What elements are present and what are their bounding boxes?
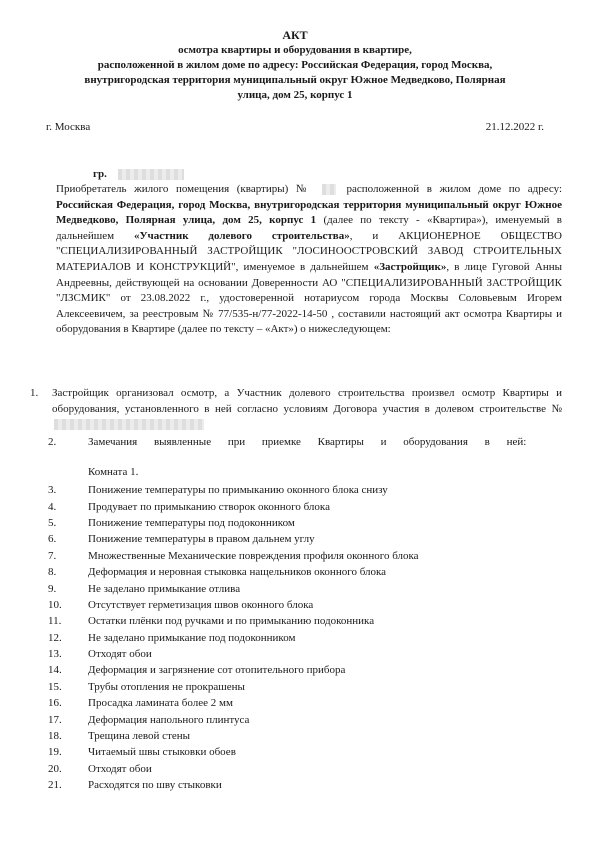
list-item-number: 19. — [48, 746, 62, 759]
list-item-text: Читаемый швы стыковки обоев — [88, 746, 236, 759]
paragraph-number: 1. — [30, 387, 39, 399]
person-line — [93, 168, 184, 180]
list-item — [48, 498, 562, 514]
paragraph-text: Застройщик организовал осмотр, а Участник долевого строительства произвел осмотр Квартиры и оборудования, установленного в ней согласно условиям Договора участия в долевом строительстве № — [52, 387, 562, 415]
document-header — [40, 28, 550, 103]
list-item-number: 11. — [48, 615, 62, 628]
list-item — [48, 564, 562, 580]
intro-text: , и АКЦИОНЕРНОЕ ОБЩЕСТВО "СПЕЦИАЛИЗИРОВАННЫЙ ЗАСТРОЙЩИК "ЛОСИНООСТРОВСКИЙ ЗАВОД СТРОИТЕЛЬНЫХ МАТЕРИАЛОВ И КОНСТРУКЦИЙ", именуемое в дальнейшем — [56, 229, 562, 273]
list-item-number: 8. — [48, 566, 57, 579]
redacted-contract-number — [54, 419, 204, 430]
list-item-text: Понижение температуры по примыканию оконного блока снизу — [88, 484, 388, 497]
list-item-text: Просадка ламината более 2 мм — [88, 697, 233, 710]
list-item — [48, 679, 562, 695]
city: г. Москва — [46, 121, 91, 133]
list-item — [48, 662, 562, 678]
paragraph-2 — [48, 435, 562, 450]
intro-text: расположенной в жилом доме по адресу: — [338, 183, 563, 195]
document-subtitle-line: внутригородская территория муниципальный округ Южное Медведково, Полярная — [84, 74, 506, 86]
redacted-name — [118, 169, 184, 180]
list-item — [48, 695, 562, 711]
list-item-text: Трубы отопления не прокрашены — [88, 680, 245, 693]
document-title: АКТ — [282, 28, 308, 42]
list-item — [48, 630, 562, 646]
list-item-number: 16. — [48, 697, 62, 710]
list-item — [48, 744, 562, 760]
document-subtitle-line: расположенной в жилом доме по адресу: Российская Федерация, город Москва, — [97, 59, 493, 71]
date: 21.12.2022 г. — [485, 121, 544, 133]
paragraph-1 — [30, 386, 562, 433]
address-text: Российская Федерация, город Москва, внутригородская территория муниципальный округ Южное Медведково, Полярная улица, дом 25, корпус 1 — [56, 198, 562, 227]
list-item-number: 9. — [48, 582, 57, 595]
place-date-row — [46, 121, 544, 133]
list-item-text: Деформация и неровная стыковка нащельников оконного блока — [88, 566, 387, 579]
list-item-number: 6. — [48, 533, 57, 546]
participant-text: «Участник долевого строительства» — [133, 229, 350, 242]
list-item-number: 18. — [48, 730, 62, 743]
intro-text: , в лице Гуговой Анны Андреевны, действующей на основании Доверенности АО "СПЕЦИАЛИЗИРОВАННЫЙ ЗАСТРОЙЩИК "ЛЗСМИК" от 23.08.2022 г., удостоверенной нотариусом города Москвы Соловьевым Игорем Алексеевичем, за реестровым № 77/535-н/77-2022-14-50 , составили настоящий акт осмотра Квартиры и оборудования в Квартире (далее по тексту – «Акт») о нижеследующем: — [56, 260, 562, 336]
list-item — [48, 613, 562, 629]
list-item-text: Деформация и загрязнение сот отопительного прибора — [88, 664, 346, 677]
list-item-text: Отходят обои — [88, 762, 152, 775]
defects-list — [48, 482, 562, 793]
list-item-text: Отходят обои — [88, 648, 152, 661]
list-item-text: Отсутствует герметизация швов оконного блока — [88, 598, 314, 611]
intro-paragraph — [56, 182, 562, 338]
list-item-text: Трещина левой стены — [88, 730, 191, 743]
list-item-number: 10. — [48, 598, 62, 611]
list-item-text: Понижение температуры под подоконником — [88, 516, 295, 529]
list-item-number: 7. — [48, 549, 57, 562]
list-item — [48, 531, 562, 547]
list-item-text: Остатки плёнки под ручками и по примыканию подоконника — [88, 615, 375, 628]
document-subtitle-line: осмотра квартиры и оборудования в квартире, — [178, 44, 412, 56]
list-item-number: 14. — [48, 664, 62, 677]
list-item-number: 13. — [48, 648, 62, 661]
list-item-text: Деформация напольного плинтуса — [88, 713, 250, 726]
list-item — [48, 482, 562, 498]
list-item — [48, 515, 562, 531]
list-item-number: 21. — [48, 779, 62, 792]
list-item-text: Не заделано примыкание отлива — [88, 582, 241, 595]
list-item — [48, 597, 562, 613]
intro-text: Приобретатель жилого помещения (квартиры) № — [56, 183, 312, 195]
list-item — [48, 548, 562, 564]
list-item — [48, 728, 562, 744]
list-item-number: 3. — [48, 484, 57, 497]
list-item-number: 15. — [48, 680, 62, 693]
developer-text: «Застройщик» — [373, 260, 447, 273]
list-item — [48, 646, 562, 662]
room-heading: Комната 1. — [88, 466, 139, 478]
list-item — [48, 777, 562, 793]
person-prefix: гр. — [93, 168, 107, 180]
list-item-text: Расходятся по шву стыковки — [88, 779, 222, 792]
list-item-number: 4. — [48, 500, 57, 513]
list-item-number: 5. — [48, 516, 57, 529]
list-item — [48, 761, 562, 777]
list-item-number: 20. — [48, 762, 62, 775]
document-subtitle-line: улица, дом 25, корпус 1 — [237, 89, 353, 101]
list-item-text: Множественные Механические повреждения профиля оконного блока — [88, 549, 419, 562]
list-item-number: 12. — [48, 631, 62, 644]
list-item-text: Понижение температуры в правом дальнем углу — [88, 533, 315, 546]
intro-text: (далее по тексту - «Квартира»), именуемый в дальнейшем — [56, 214, 563, 242]
list-item-number: 17. — [48, 713, 62, 726]
list-item-text: Не заделано примыкание под подоконником — [88, 631, 296, 644]
list-item-text: Продувает по примыканию створок оконного блока — [88, 500, 330, 513]
redacted-apartment-number — [322, 184, 336, 195]
list-item — [48, 711, 562, 727]
paragraph-text: Замечания выявленные при приемке Квартиры и оборудования в ней: — [88, 436, 527, 448]
list-item — [48, 580, 562, 596]
paragraph-number: 2. — [48, 436, 57, 448]
